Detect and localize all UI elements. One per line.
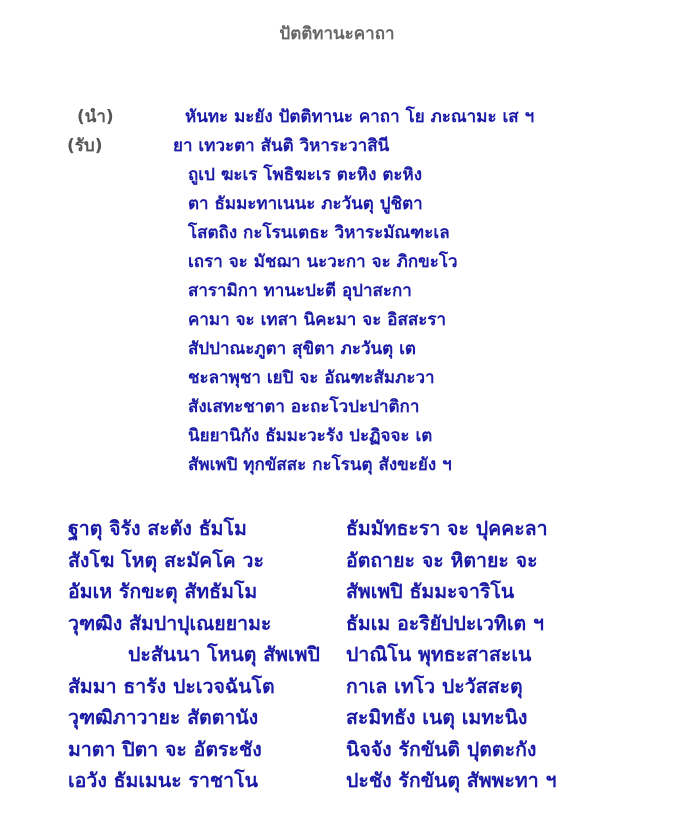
intro-line-text: โสตถิง กะโรนเตธะ วิหาระมัณฑะเล	[188, 223, 450, 243]
verse-right-text: สะมิทธัง เนตุ เมทะนิง	[346, 706, 528, 729]
response-text: ยา เทวะตา สันติ วิหาระวาสินี	[173, 136, 390, 156]
verse-left-text: อัมเห รักขะตุ สัทธัมโม	[68, 580, 258, 603]
intro-line-text: ตา ธัมมะทาเนนะ ภะวันตุ ปูชิตา	[188, 194, 423, 214]
intro-line-text: สารามิกา ทานะปะตี อุปาสะกา	[188, 281, 412, 301]
call-role-label: (นำ)	[77, 107, 114, 127]
verse-row	[68, 671, 668, 703]
verse-right-text: ปะชัง รักขันตุ สัพพะทา ฯ	[346, 769, 557, 792]
verse-left-text: ปะสันนา โหนตุ สัพเพปิ	[128, 643, 320, 666]
verse-left-text: วุฑฒิง สัมปาปุเณยยามะ	[68, 611, 272, 635]
intro-line-text: นิยยานิกัง ธัมมะวะรัง ปะฏิจจะ เต	[188, 426, 433, 446]
verse-row	[68, 702, 668, 734]
verse-row	[68, 639, 668, 671]
verse-right-text: นิจจัง รักขันติ ปุตตะกัง	[346, 737, 537, 761]
verse-right-text: อัตถายะ จะ หิตายะ จะ	[346, 548, 538, 572]
call-text: หันทะ มะยัง ปัตติทานะ คาถา โย ภะณามะ เส ฯ	[185, 107, 535, 127]
verse-row	[68, 765, 668, 797]
verse-right-text: ธัมเม อะริยัปปะเวทิเต ฯ	[346, 611, 544, 635]
verse-row	[68, 608, 668, 640]
verse-row	[68, 576, 668, 608]
verse-left-text: วุฑฒิภาวายะ สัตตานัง	[68, 706, 259, 729]
intro-line-text: เถรา จะ มัชฌา นะวะกา จะ ภิกขะโว	[188, 252, 458, 272]
verse-right-text: ธัมมัทธะรา จะ ปุคคะลา	[346, 517, 548, 540]
intro-line-text: คามา จะ เทสา นิคะมา จะ อิสสะรา	[188, 310, 447, 330]
verse-right-text: ปาณิโน พุทธะสาสะเน	[346, 643, 532, 666]
verse-right-text: สัพเพปิ ธัมมะจาริโน	[346, 580, 515, 603]
intro-line-text: ชะลาพุชา เยปิ จะ อัณฑะสัมภะวา	[188, 368, 435, 388]
verse-row	[68, 513, 668, 545]
intro-line-text: ถูเป ฆะเร โพธิฆะเร ตะหิง ตะหิง	[188, 165, 423, 185]
intro-line-text: สัพเพปิ ทุกขัสสะ กะโรนตุ สังขะยัง ฯ	[188, 455, 452, 475]
verse-left-text: สังโฆ โหตุ สะมัคโค วะ	[68, 548, 264, 572]
intro-line-text: สัปปาณะภูตา สุขิตา ภะวันตุ เต	[188, 339, 416, 359]
verse-section	[68, 513, 668, 797]
intro-line-text: สังเสทะชาตา อะถะโวปะปาติกา	[188, 397, 420, 417]
response-role-label: (รับ)	[67, 136, 103, 156]
verse-row	[68, 734, 668, 766]
verse-left-text: มาตา ปิตา จะ อัตระชัง	[68, 737, 262, 761]
verse-left-text: เอวัง ธัมเมนะ ราชาโน	[68, 769, 258, 792]
verse-left-text: ฐาตุ จิรัง สะตัง ธัมโม	[68, 517, 247, 540]
verse-right-text: กาเล เทโว ปะวัสสะตุ	[346, 674, 523, 698]
verse-left-text: สัมมา ธารัง ปะเวจฉันโต	[68, 674, 275, 698]
verse-row	[68, 545, 668, 577]
page-title: ปัตติทานะคาถา	[279, 24, 395, 44]
